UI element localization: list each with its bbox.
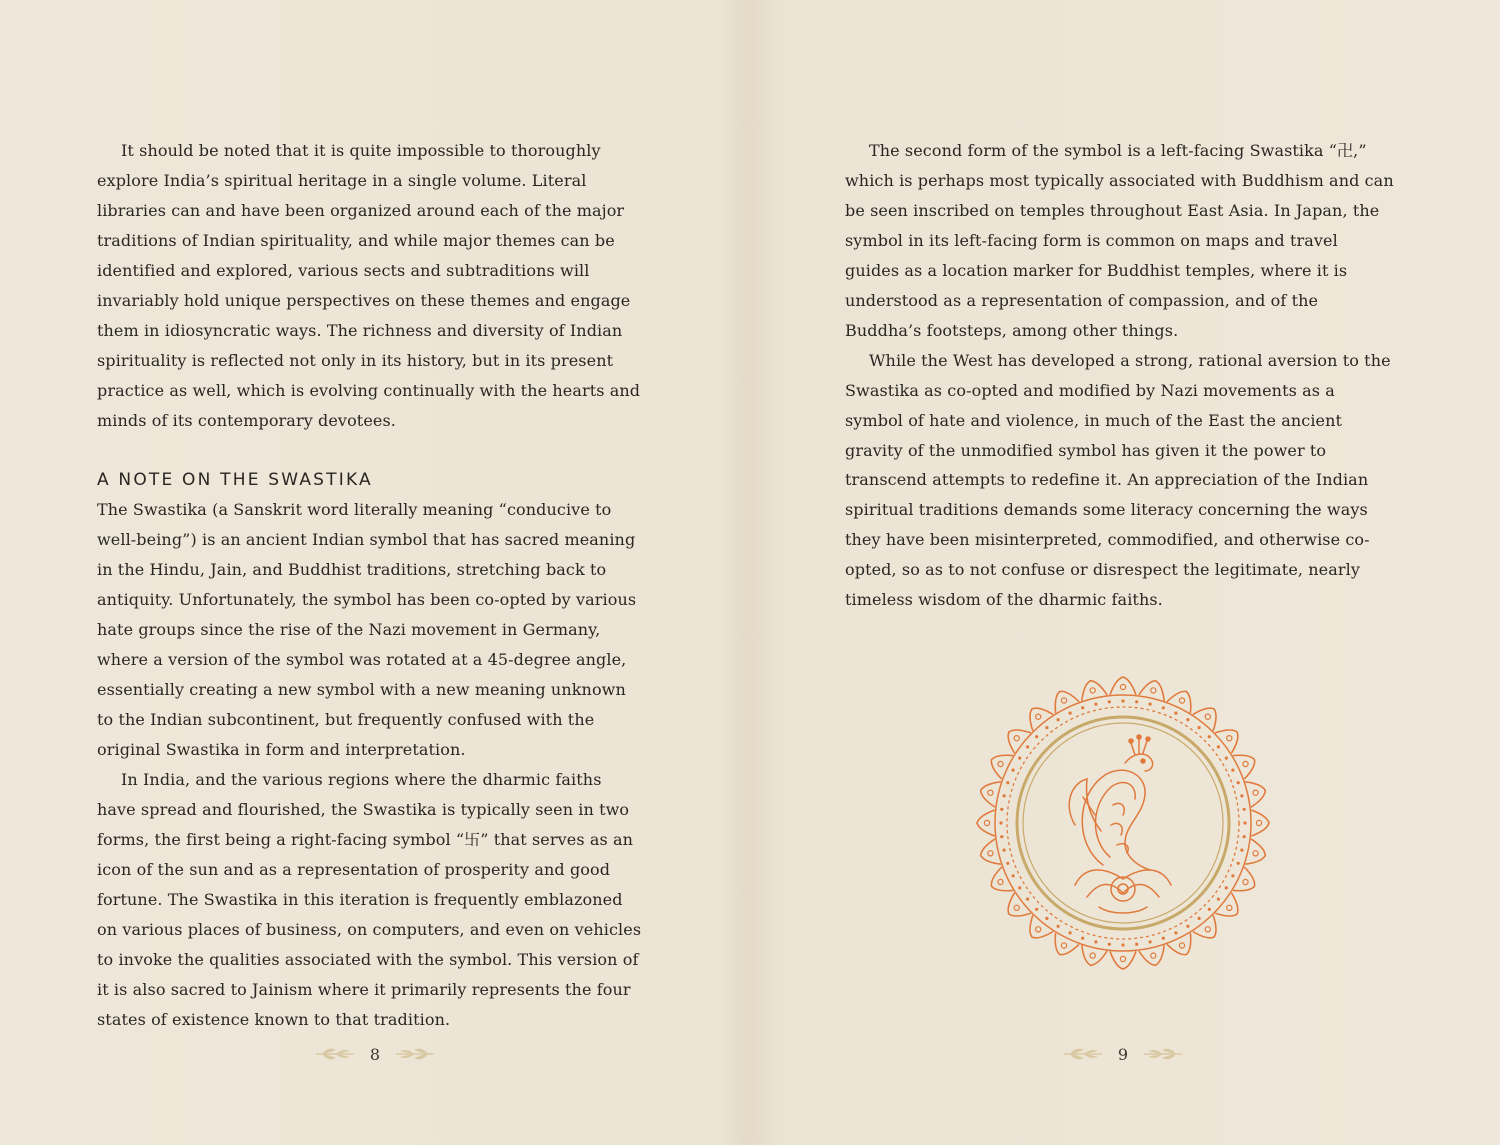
mandala-petal-eye <box>1036 714 1041 719</box>
mandala-petal-eye <box>1227 905 1232 910</box>
mandala-petal-eye <box>1090 953 1095 958</box>
body-paragraph: While the West has developed a strong, rational aversion to the Swastika as co-opted and modified by Nazi movements as a symbol of hate and violence, in much of the East the ancient gravity of the unmodified symbol has given it the power to transcend attempts to redefine it. An appreciation of the Indian spiritual traditions demands some literacy concerning the ways they have been misinterpreted, commodified, and otherwise co-opted, so as to not confuse or disrespect the legitimate, nearly timeless wisdom of the dharmic faiths. <box>845 350 1391 610</box>
mandala-petal-eye <box>1179 698 1184 703</box>
mandala-petal <box>1215 893 1238 916</box>
mandala-petal-eye <box>1120 684 1125 689</box>
mandala-petal <box>1030 915 1053 938</box>
mandala-dot <box>999 821 1002 824</box>
mandala-dot <box>1198 726 1201 729</box>
mandala-petal <box>1167 933 1191 955</box>
mandala-dot <box>1186 925 1189 928</box>
body-paragraph: It should be noted that it is quite impossible to thoroughly explore India’s spiritual heritage in a single volume. Literal libraries can and have been organized around each of the major traditions of Indian spirituality, and while major themes can be identified and explored, various sects and subtraditions will invariably hold unique perspectives on these themes and engage them in idiosyncratic ways. The richness and diversity of Indian spirituality is reflected not only in its history, but in its present practice as well, which is evolving continually with the hearts and minds of its contemporary devotees. <box>97 141 641 430</box>
body-paragraph: The Swastika (a Sanskrit word literally meaning “conducive to well-being”) is an ancient Indian symbol that has sacred meaning in the Hindu, Jain, and Buddhist traditions, stretching back to antiquity. Unfortunately, the symbol has been co-opted by various hate groups since the rise of the Nazi movement in Germany, where a version of the symbol was rotated at a 45-degree angle, essentially creating a new symbol with a new meaning unknown to the Indian subcontinent, but frequently confused with the original Swastika in form and interpretation. <box>97 500 637 760</box>
mandala-dot <box>1231 769 1234 772</box>
mandala-petal-eye <box>1061 698 1066 703</box>
mandala-petal <box>991 755 1013 779</box>
mandala-dot <box>1243 821 1246 824</box>
mandala-dot <box>1217 745 1220 748</box>
mandala-dot <box>1208 735 1211 738</box>
mandala-petal-eye <box>1151 953 1156 958</box>
mandala-dot <box>1006 781 1009 784</box>
mandala-dot <box>1237 781 1240 784</box>
page-number: 9 <box>1117 1044 1129 1064</box>
mandala-dot <box>1069 712 1072 715</box>
mandala-dot <box>1243 835 1246 838</box>
mandala-dot <box>1243 808 1246 811</box>
mandala-petal-eye <box>988 790 993 795</box>
mandala-petal-eye <box>1179 943 1184 948</box>
mandala-dot <box>1003 794 1006 797</box>
mandala-dot <box>1006 862 1009 865</box>
mandala-petal <box>1008 730 1031 753</box>
mandala-petal-eye <box>984 820 989 825</box>
mandala-dot <box>1026 745 1029 748</box>
mandala-dot <box>1035 908 1038 911</box>
mandala-dot <box>1174 712 1177 715</box>
mandala-petal-eye <box>988 851 993 856</box>
leaf-sprig-right-icon <box>1142 1044 1184 1064</box>
mandala-dot <box>1026 898 1029 901</box>
mandala-petal-eye <box>1151 688 1156 693</box>
mandala-dot <box>1094 703 1097 706</box>
mandala-dot <box>1094 940 1097 943</box>
mandala-dot <box>1186 718 1189 721</box>
mandala-dot <box>1162 937 1165 940</box>
mandala-petal-eye <box>1227 736 1232 741</box>
mandala-petal-eye <box>1014 736 1019 741</box>
mandala-petal-eye <box>1253 851 1258 856</box>
mandala-dot <box>1174 931 1177 934</box>
mandala-dot <box>1108 943 1111 946</box>
mandala-dot <box>1135 700 1138 703</box>
mandala-petal-eye <box>1243 761 1248 766</box>
leaf-sprig-right-icon <box>394 1044 436 1064</box>
mandala-petal <box>1110 677 1136 695</box>
mandala-dot <box>1208 908 1211 911</box>
mandala-petal-eye <box>1205 927 1210 932</box>
mandala-petal-eye <box>1090 688 1095 693</box>
mandala-dot <box>1018 757 1021 760</box>
mandala-dot <box>1081 937 1084 940</box>
mandala-dot <box>1240 849 1243 852</box>
page-number: 8 <box>369 1044 381 1064</box>
mandala-petal <box>991 867 1013 891</box>
mandala-dot <box>1057 925 1060 928</box>
mandala-petal <box>1193 915 1216 938</box>
mandala-petal-eye <box>1061 943 1066 948</box>
mandala-petal <box>1030 708 1053 731</box>
mandala-dot <box>1225 757 1228 760</box>
mandala-petal <box>1055 933 1079 955</box>
mandala-dot <box>1135 943 1138 946</box>
mandala-dot <box>1237 862 1240 865</box>
mandala-dot <box>1000 835 1003 838</box>
section-heading: A NOTE ON THE SWASTIKA <box>97 469 373 490</box>
body-paragraph: In India, and the various regions where the dharmic faiths have spread and flourished, the Swastika is typically seen in two forms, the first being a right-facing symbol “卐” that serves as an icon of the sun and as a representation of prosperity and good fortune. The Swastika in this iteration is frequently emblazoned on various places of business, on computers, and even on vehicles to invoke the qualities associated with the symbol. This version of it is also sacred to Jainism where it primarily represents the four states of existence known to that tradition. <box>97 770 642 1029</box>
mandala-petal <box>1055 691 1079 713</box>
mandala-dot <box>1225 886 1228 889</box>
body-paragraph: The second form of the symbol is a left-facing Swastika “卍,” which is perhaps most typically associated with Buddhism and can be seen inscribed on temples throughout East Asia. In Japan, the symbol in its left-facing form is common on maps and travel guides as a location marker for Buddhist temples, where it is understood as a representation of compassion, and of the Buddha’s footsteps, among other things. <box>845 141 1394 340</box>
mandala-petal <box>1193 708 1216 731</box>
mandala-petal-eye <box>1205 714 1210 719</box>
page-footer <box>798 1042 1448 1066</box>
leaf-sprig-left-icon <box>314 1044 356 1064</box>
mandala-petal <box>1167 691 1191 713</box>
mandala-dot <box>1149 703 1152 706</box>
mandala-dot <box>1149 940 1152 943</box>
mandala-petal <box>1233 867 1255 891</box>
mandala-dot <box>1000 808 1003 811</box>
mandala-dot <box>1121 699 1124 702</box>
mandala-dot <box>1108 700 1111 703</box>
left-page-text <box>97 136 645 1035</box>
mandala-petal <box>977 810 995 836</box>
mandala-petal-eye <box>1036 927 1041 932</box>
mandala-dot <box>1012 769 1015 772</box>
mandala-petal-eye <box>998 879 1003 884</box>
page-footer <box>300 1042 450 1066</box>
right-page <box>750 0 1500 1145</box>
mandala-petal-eye <box>1253 790 1258 795</box>
mandala-dot <box>1081 706 1084 709</box>
mandala-petal-eye <box>998 761 1003 766</box>
mandala-dot <box>1057 718 1060 721</box>
mandala-dot <box>1012 874 1015 877</box>
mandala-dot <box>1240 794 1243 797</box>
mandala-dot <box>1069 931 1072 934</box>
mandala-dot <box>1045 917 1048 920</box>
mandala-peacock-icon <box>975 675 1271 971</box>
mandala-petal-eye <box>1243 879 1248 884</box>
mandala-dot <box>1121 943 1124 946</box>
mandala-dot <box>1018 886 1021 889</box>
mandala-petal <box>1251 810 1269 836</box>
mandala-dot <box>1198 917 1201 920</box>
mandala-petal <box>1233 755 1255 779</box>
mandala-petal <box>1215 730 1238 753</box>
mandala-dot <box>1003 849 1006 852</box>
mandala-petal-eye <box>1120 956 1125 961</box>
mandala-dot <box>1162 706 1165 709</box>
right-page-text <box>845 136 1395 615</box>
mandala-petal-eye <box>1256 820 1261 825</box>
mandala-petal <box>1008 893 1031 916</box>
mandala-petal-eye <box>1014 905 1019 910</box>
leaf-sprig-left-icon <box>1062 1044 1104 1064</box>
mandala-dot <box>1231 874 1234 877</box>
mandala-dot <box>1217 898 1220 901</box>
mandala-petal <box>1110 951 1136 969</box>
mandala-dot <box>1035 735 1038 738</box>
mandala-dot <box>1045 726 1048 729</box>
